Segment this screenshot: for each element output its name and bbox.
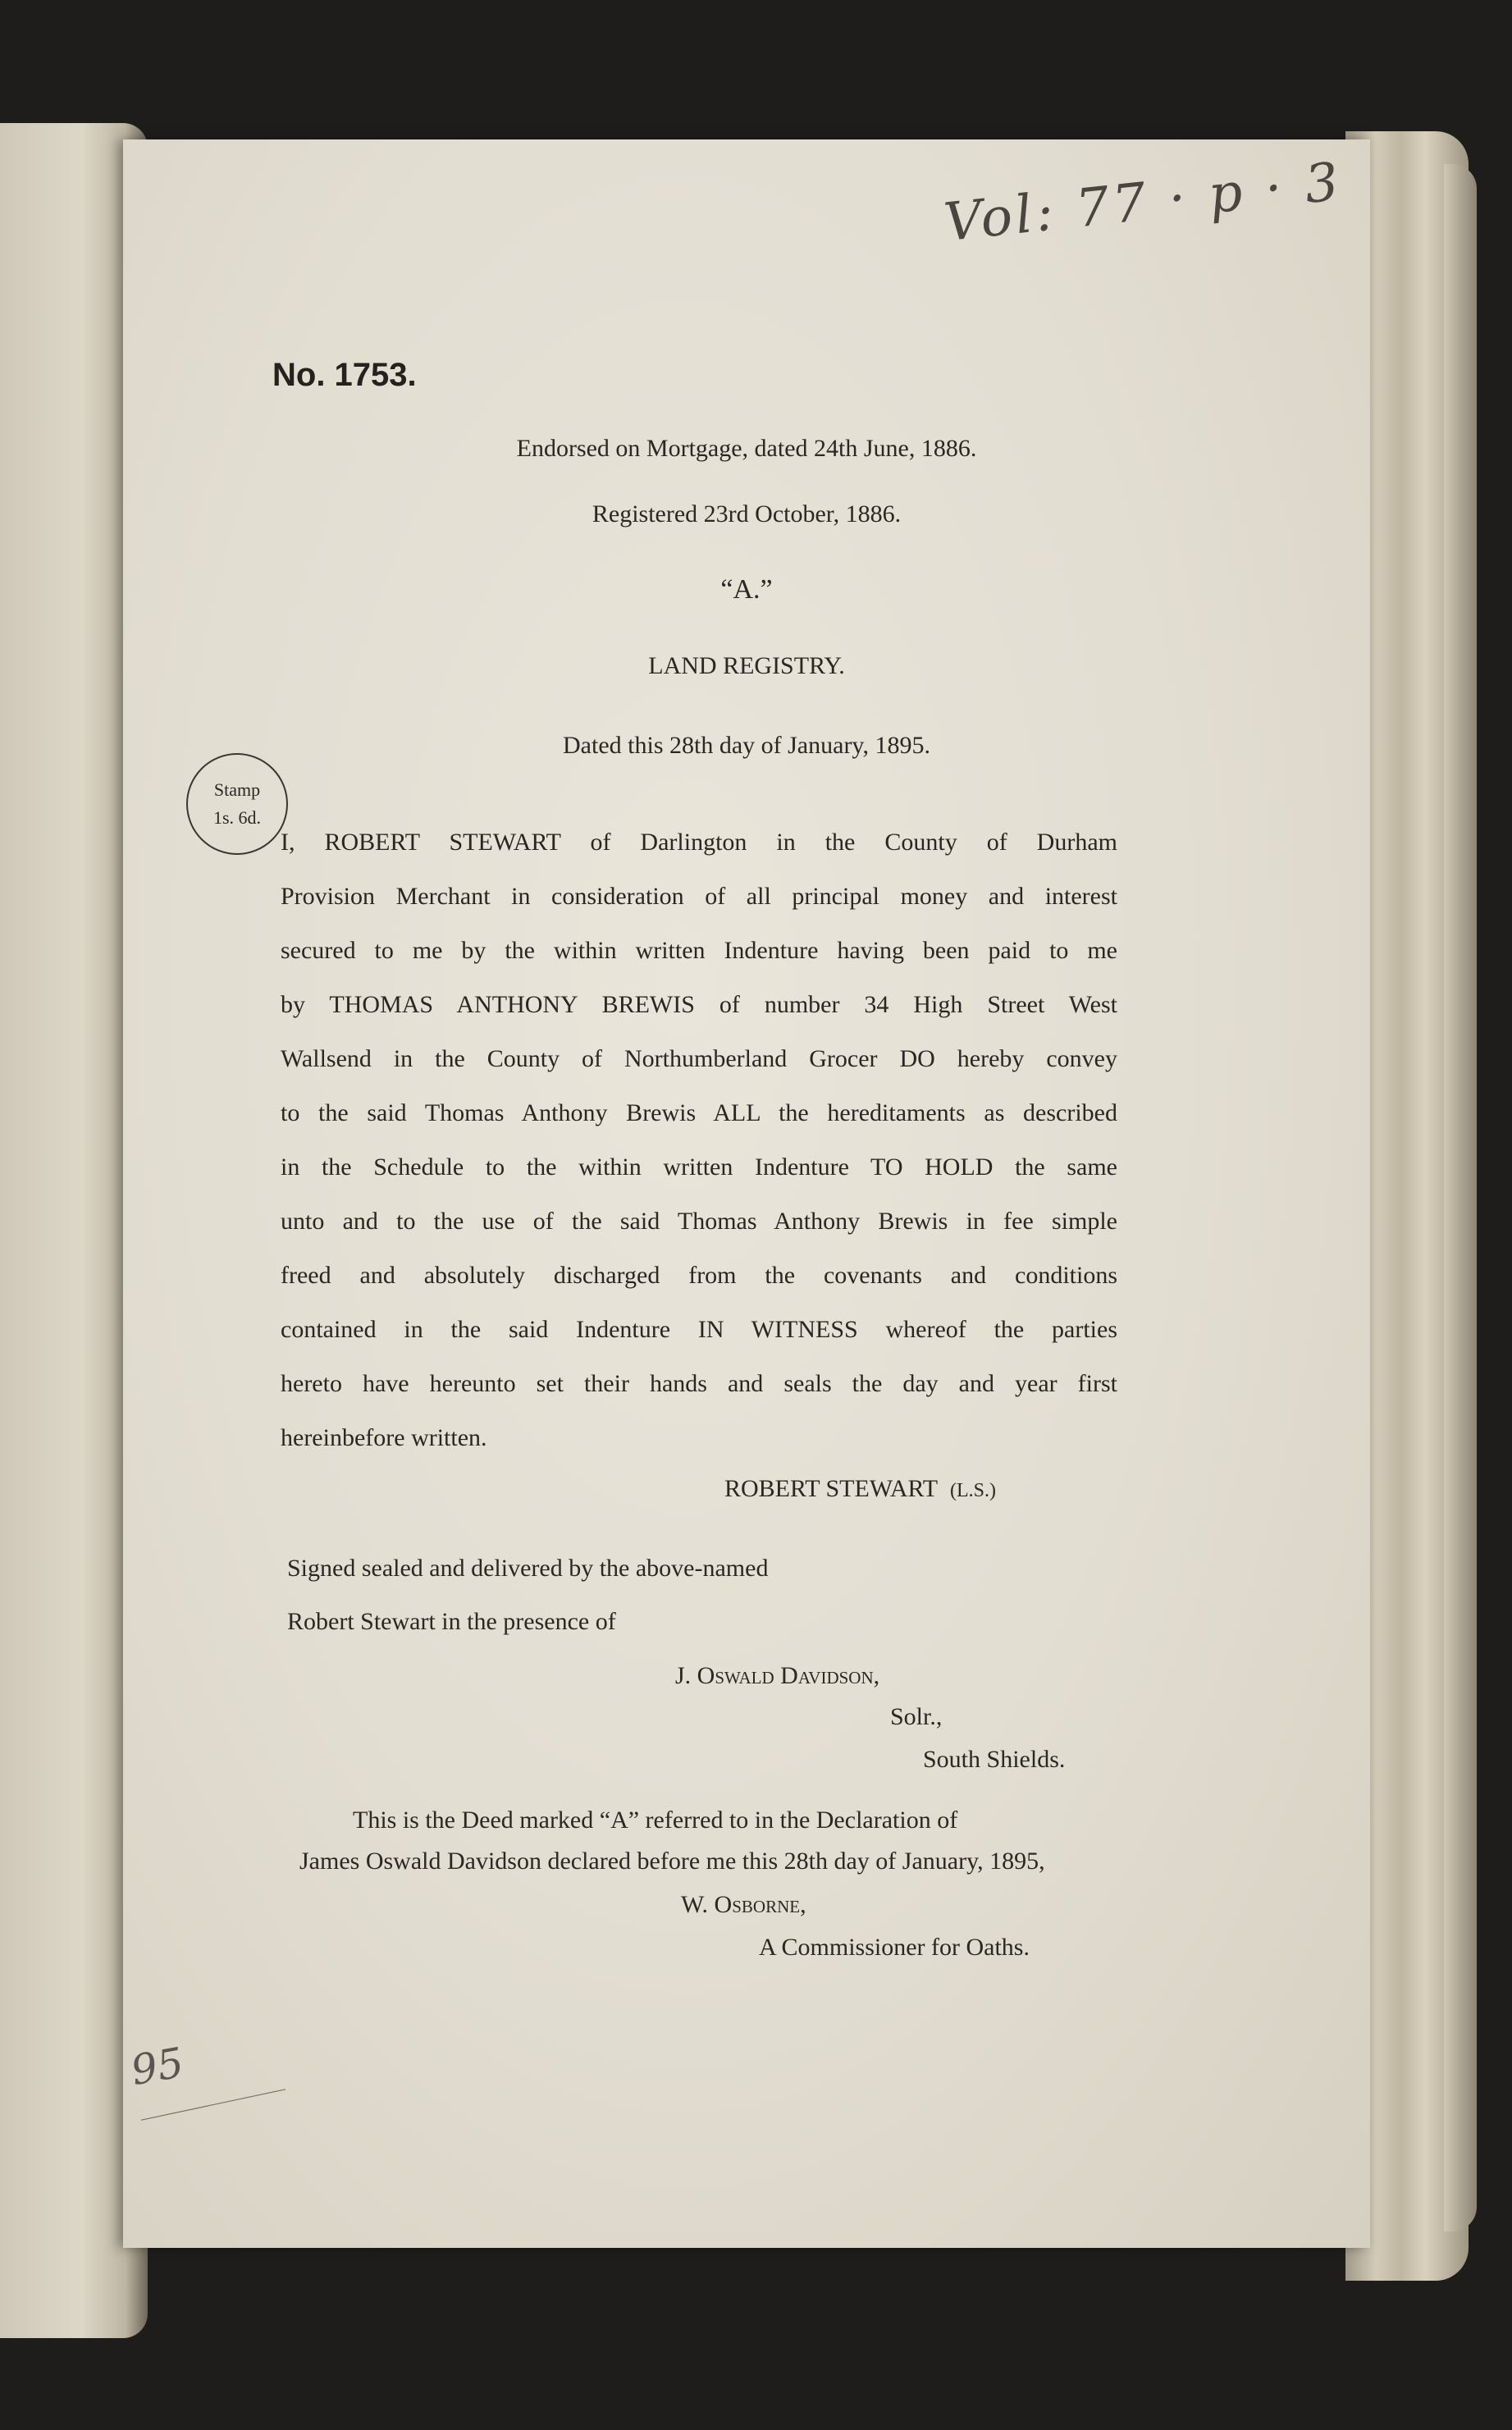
volume-annotation: Vol: 77 · p · 3 bbox=[941, 151, 1345, 254]
book-cover-edge bbox=[1444, 164, 1477, 2231]
witness-clause-line-1: Signed sealed and delivered by the above-named bbox=[287, 1555, 769, 1582]
signatory-name: ROBERT STEWART bbox=[724, 1475, 938, 1502]
witness-title: Solr., bbox=[890, 1703, 943, 1730]
stamp-label: Stamp bbox=[213, 779, 261, 800]
deed-line: hereto have hereunto set their hands and seals the day and year first bbox=[281, 1370, 1117, 1397]
witness-clause-line-2: Robert Stewart in the presence of bbox=[287, 1608, 616, 1635]
land-registry-heading: LAND REGISTRY. bbox=[648, 652, 845, 679]
deed-line: unto and to the use of the said Thomas Anthony Brewis in fee simple bbox=[281, 1208, 1117, 1235]
deed-line: Wallsend in the County of Northumberland Grocer DO hereby convey bbox=[281, 1045, 1117, 1072]
registered-line: Registered 23rd October, 1886. bbox=[592, 500, 902, 528]
deed-line: Provision Merchant in consideration of all principal money and interest bbox=[281, 883, 1117, 910]
commissioner-role: A Commissioner for Oaths. bbox=[759, 1934, 1030, 1961]
witness-place: South Shields. bbox=[923, 1746, 1066, 1773]
deed-line: in the Schedule to the within written Indenture TO HOLD the same bbox=[281, 1153, 1117, 1181]
margin-annotation: 95 bbox=[127, 2038, 188, 2095]
commissioner-name: W. Osborne, bbox=[681, 1891, 806, 1918]
deed-line: to the said Thomas Anthony Brewis ALL the hereditaments as described bbox=[281, 1099, 1117, 1126]
dated-line: Dated this 28th day of January, 1895. bbox=[563, 732, 930, 759]
document-page bbox=[123, 139, 1370, 2248]
seal-mark: (L.S.) bbox=[949, 1480, 996, 1501]
deed-line: contained in the said Indenture IN WITNESS whereof the parties bbox=[281, 1316, 1117, 1343]
deed-line: hereinbefore written. bbox=[281, 1424, 487, 1451]
stamp-amount: 1s. 6d. bbox=[212, 807, 262, 828]
declaration-line-1: This is the Deed marked “A” referred to in the Declaration of bbox=[353, 1807, 958, 1834]
stamp-duty-seal bbox=[186, 753, 288, 855]
deed-line: I, ROBERT STEWART of Darlington in the County of Durham bbox=[281, 829, 1117, 856]
deed-mark: “A.” bbox=[720, 574, 773, 605]
signatory-block bbox=[724, 1475, 996, 1503]
document-number: No. 1753. bbox=[272, 357, 417, 393]
endorsed-line: Endorsed on Mortgage, dated 24th June, 1886. bbox=[516, 435, 977, 462]
declaration-line-2: James Oswald Davidson declared before me this 28th day of January, 1895, bbox=[299, 1848, 1045, 1875]
deed-line: secured to me by the within written Indenture having been paid to me bbox=[281, 937, 1117, 964]
witness-name: J. Oswald Davidson, bbox=[675, 1662, 880, 1689]
deed-line: freed and absolutely discharged from the covenants and conditions bbox=[281, 1262, 1117, 1289]
margin-stroke bbox=[141, 2089, 285, 2120]
deed-line: by THOMAS ANTHONY BREWIS of number 34 High Street West bbox=[281, 991, 1117, 1018]
